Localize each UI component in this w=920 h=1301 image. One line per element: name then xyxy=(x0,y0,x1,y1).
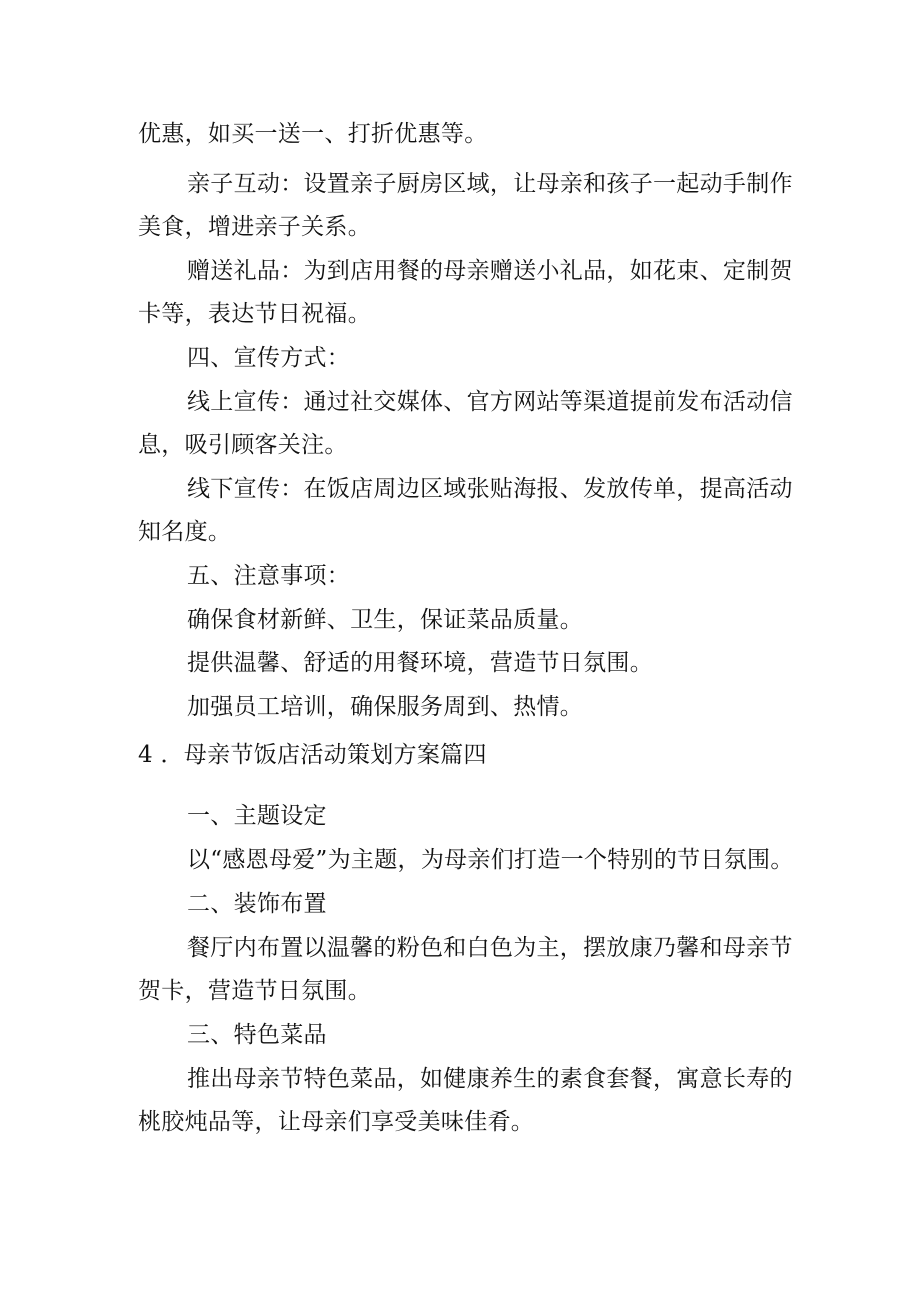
paragraph-line: 餐厅内布置以温馨的粉色和白色为主，摆放康乃馨和母亲节 xyxy=(187,935,793,961)
paragraph-line: 线上宣传：通过社交媒体、官方网站等渠道提前发布活动信 xyxy=(187,389,793,415)
paragraph-line: 美食，增进亲子关系。 xyxy=(138,214,371,240)
paragraph-line: 贺卡，营造节日氛围。 xyxy=(138,978,371,1004)
paragraph-line: 桃胶炖品等，让母亲们享受美味佳肴。 xyxy=(138,1109,535,1135)
section-heading: 四、宣传方式： xyxy=(187,345,351,371)
paragraph-line: 优惠，如买一送一、打折优惠等。 xyxy=(138,121,488,147)
section-heading: 三、特色菜品 xyxy=(187,1022,327,1048)
paragraph-line: 提供温馨、舒适的用餐环境，营造节日氛围。 xyxy=(187,650,653,676)
paragraph-line: 以“感恩母爱”为主题，为母亲们打造一个特别的节日氛围。 xyxy=(187,847,794,873)
section-heading: 五、注意事项： xyxy=(187,563,351,589)
paragraph-line: 卡等，表达节日祝福。 xyxy=(138,301,371,327)
section-heading: 一、主题设定 xyxy=(187,803,327,829)
paragraph-line: 亲子互动：设置亲子厨房区域，让母亲和孩子一起动手制作 xyxy=(187,171,793,197)
paragraph-line: 息，吸引顾客关注。 xyxy=(138,432,348,458)
paragraph-line: 加强员工培训，确保服务周到、热情。 xyxy=(187,694,584,720)
paragraph-line: 知名度。 xyxy=(138,519,232,545)
paragraph-line: 推出母亲节特色菜品，如健康养生的素食套餐，寓意长寿的 xyxy=(187,1066,793,1092)
paragraph-line: 赠送礼品：为到店用餐的母亲赠送小礼品，如花束、定制贺 xyxy=(187,258,793,284)
chapter-heading: 4 ．母亲节饭店活动策划方案篇四 xyxy=(138,742,487,768)
section-heading: 二、装饰布置 xyxy=(187,891,327,917)
paragraph-line: 线下宣传：在饭店周边区域张贴海报、发放传单，提高活动 xyxy=(187,476,793,502)
paragraph-line: 确保食材新鲜、卫生，保证菜品质量。 xyxy=(187,607,584,633)
